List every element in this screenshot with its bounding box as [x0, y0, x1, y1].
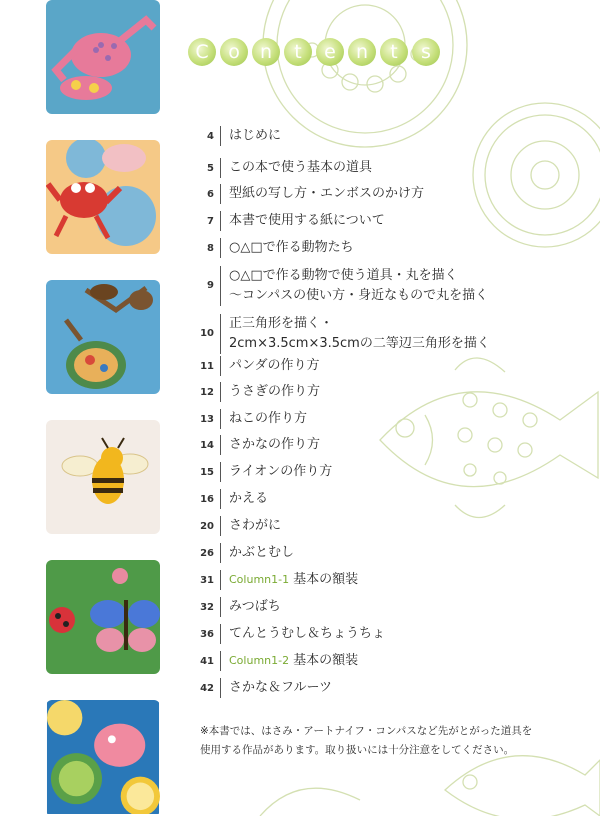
note-line: 使用する作品があります。取り扱いには十分注意をしてください。: [200, 744, 515, 756]
toc-title: みつばち: [229, 599, 281, 614]
page-number: 16: [200, 494, 214, 505]
toc-title: ライオンの作り方: [229, 464, 333, 479]
page-number: 36: [200, 629, 214, 640]
toc-title: 基本の額装: [293, 572, 359, 587]
toc-item[interactable]: [190, 126, 590, 146]
title-letter: e: [316, 38, 344, 66]
toc-item[interactable]: [190, 409, 590, 429]
thumb-beetle: [46, 280, 160, 394]
toc-item[interactable]: [190, 158, 590, 178]
toc-title: かぶとむし: [229, 545, 295, 560]
toc-title: さかなの作り方: [229, 437, 321, 452]
thumb-bee: [46, 420, 160, 534]
page-number: 41: [200, 656, 214, 667]
toc-item[interactable]: [190, 435, 590, 455]
page-number: 4: [207, 131, 214, 142]
page-number: 15: [200, 467, 214, 478]
thumb-fish-fruits: [46, 700, 160, 816]
page-number: 14: [200, 440, 214, 451]
toc-title: ねこの作り方: [229, 411, 308, 426]
toc-item[interactable]: [190, 570, 590, 590]
title-letter: C: [188, 38, 216, 66]
toc-title: さかな＆フルーツ: [229, 680, 332, 695]
toc-title: はじめに: [229, 128, 282, 143]
toc-title: 本書で使用する紙について: [229, 213, 385, 228]
toc-item[interactable]: [190, 211, 590, 231]
toc-item[interactable]: [190, 266, 590, 306]
contents-title: [188, 38, 440, 68]
page-number: 12: [200, 387, 214, 398]
page-number: 10: [200, 328, 214, 339]
toc-item[interactable]: [190, 516, 590, 536]
toc-item[interactable]: [190, 238, 590, 258]
safety-note: [200, 722, 580, 760]
toc-item[interactable]: [190, 651, 590, 671]
toc-item[interactable]: [190, 462, 590, 482]
page-number: 20: [200, 521, 214, 532]
page-number: 11: [200, 361, 214, 372]
column-label: Column1-2: [229, 654, 290, 667]
title-letter: t: [284, 38, 312, 66]
toc-title-line2: ～コンパスの使い方・身近なもので丸を描く: [229, 288, 489, 303]
page-number: 5: [207, 163, 214, 174]
toc-title: ○△□で作る動物で使う道具・丸を描く: [229, 268, 458, 283]
title-letter: n: [348, 38, 376, 66]
page-number: 7: [207, 216, 214, 227]
title-letter: s: [412, 38, 440, 66]
toc-title: かえる: [229, 491, 269, 506]
toc-item[interactable]: [190, 356, 590, 376]
page-number: 31: [200, 575, 214, 586]
page-number: 13: [200, 414, 214, 425]
toc-item[interactable]: [190, 543, 590, 563]
toc-item[interactable]: [190, 184, 590, 204]
toc-item[interactable]: [190, 597, 590, 617]
toc-item[interactable]: [190, 314, 590, 354]
toc-title: 正三角形を描く・: [229, 316, 334, 331]
page-number: 9: [207, 280, 214, 291]
page-number: 32: [200, 602, 214, 613]
toc-title: 型紙の写し方・エンボスのかけ方: [229, 186, 425, 201]
toc-item[interactable]: [190, 678, 590, 698]
note-line: ※本書では、はさみ・アートナイフ・コンパスなど先がとがった道具を: [200, 725, 533, 737]
title-letter: o: [220, 38, 248, 66]
toc-item[interactable]: [190, 624, 590, 644]
column-label: Column1-1: [229, 573, 290, 586]
toc-item[interactable]: [190, 382, 590, 402]
thumb-frog: [46, 0, 160, 114]
thumb-ladybug-butterfly: [46, 560, 160, 674]
page-number: 8: [207, 243, 214, 254]
page-number: 42: [200, 683, 214, 694]
toc-title: うさぎの作り方: [229, 384, 321, 399]
toc-title: パンダの作り方: [229, 358, 320, 373]
toc-title-line2: 2cm×3.5cm×3.5cmの二等辺三角形を描く: [229, 336, 490, 351]
title-letter: n: [252, 38, 280, 66]
toc-title: てんとうむし＆ちょうちょ: [229, 626, 386, 641]
title-letter: t: [380, 38, 408, 66]
toc-title: この本で使う基本の道具: [229, 160, 373, 175]
toc-item[interactable]: [190, 489, 590, 509]
toc-title: さわがに: [229, 518, 282, 533]
toc-title: 基本の額装: [293, 653, 359, 668]
thumb-crab: [46, 140, 160, 254]
toc-title: ○△□で作る動物たち: [229, 240, 354, 255]
page-number: 26: [200, 548, 214, 559]
page-number: 6: [207, 189, 214, 200]
